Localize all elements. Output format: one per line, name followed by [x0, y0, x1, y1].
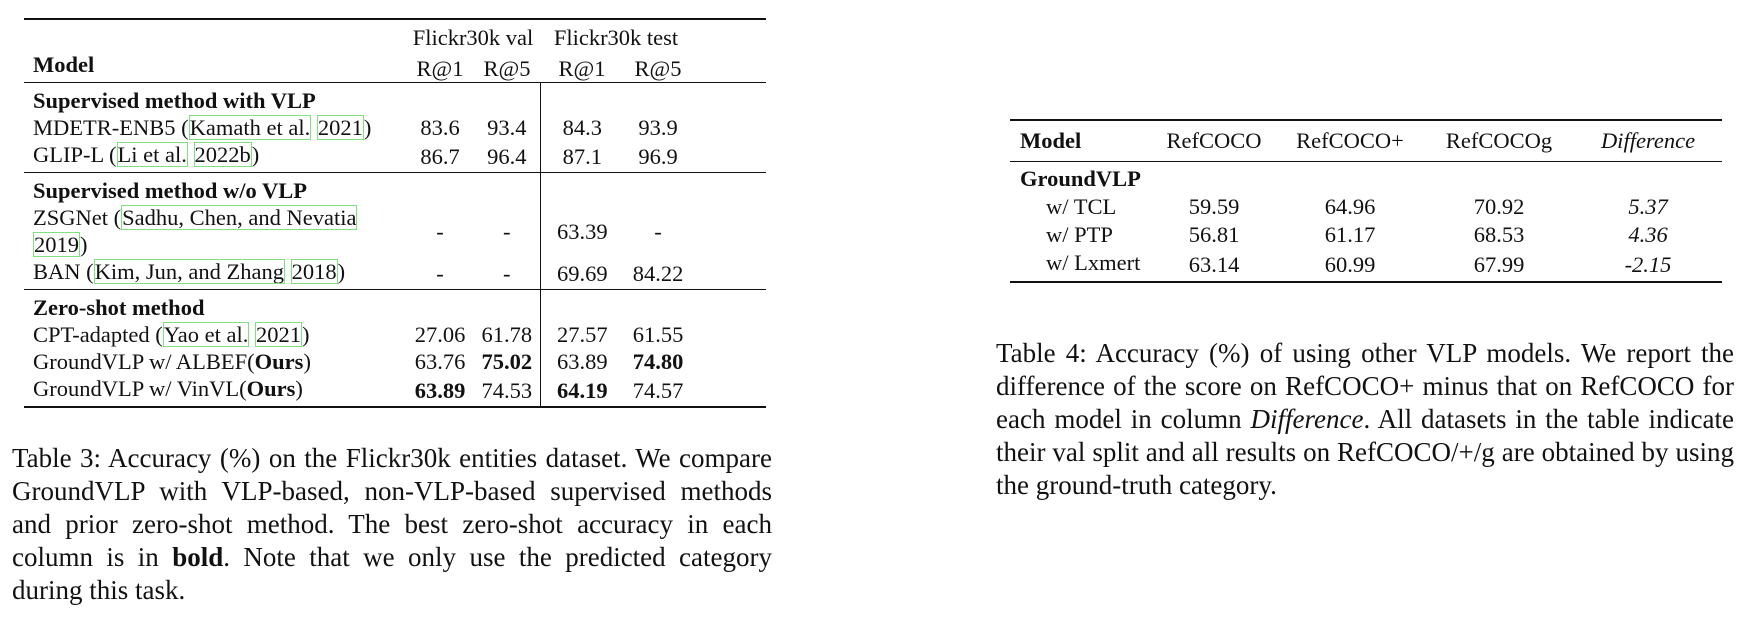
cell-refcoco-plus: 61.17: [1324, 222, 1376, 247]
model-name: GLIP-L (Li et al. 2022b): [33, 142, 260, 167]
section-title: Supervised method with VLP: [33, 88, 316, 113]
table-row: [24, 114, 766, 141]
group-row: [1010, 162, 1722, 194]
table-row: [24, 375, 766, 407]
table-row: [1010, 193, 1722, 221]
citation-link[interactable]: Yao et al.: [163, 322, 249, 347]
cell-val-r1: -: [436, 261, 444, 286]
cell-val-r1: 83.6: [420, 115, 460, 140]
cell-val-r1: 27.06: [414, 322, 466, 347]
cell-test-r5: 96.9: [638, 144, 678, 169]
cell-test-r1: 69.69: [540, 258, 624, 290]
table-3-header-row: [24, 51, 766, 83]
cell-refcoco: 59.59: [1188, 194, 1240, 219]
table-4-caption: Table 4: Accuracy (%) of using other VLP models. We report the difference of the score on RefCOCO+ minus that on RefCOCO for each model in column Difference. All datasets in the table indicate their val split and all results on RefCOCO/+/g are obtained by using the ground-truth category.: [996, 338, 1734, 500]
model-name: CPT-adapted (Yao et al. 2021): [33, 322, 310, 347]
section-title-row: [24, 290, 766, 322]
table-row: [24, 348, 766, 375]
table-3-caption: Table 3: Accuracy (%) on the Flickr30k entities dataset. We compare GroundVLP with VLP-based, non-VLP-based supervised methods and prior zero-shot method. The best zero-shot accuracy in each column is in bold. Note that we only use the predicted category during this task.: [12, 443, 773, 605]
cell-val-r5: -: [503, 218, 511, 244]
cell-refcoco-plus: 60.99: [1324, 252, 1376, 277]
citation-link[interactable]: Sadhu, Chen, and Nevatia: [122, 205, 357, 230]
table-3: [24, 18, 766, 408]
section-title-row: [24, 173, 766, 205]
header-difference: Difference: [1600, 128, 1696, 153]
cell-val-r1-best: 63.89: [414, 378, 466, 403]
section-title-row: [24, 83, 766, 115]
model-name: GroundVLP w/ VinVL(Ours): [33, 376, 303, 401]
cell-difference: -2.15: [1624, 252, 1672, 277]
table-row: [24, 141, 766, 173]
cell-test-r1: 27.57: [540, 321, 624, 348]
cell-val-r5: 74.53: [481, 378, 533, 403]
cell-val-r5: -: [503, 261, 511, 286]
cell-test-r1: 63.39: [540, 204, 624, 258]
table-4-grid: [1010, 119, 1722, 283]
header-refcoco-plus: RefCOCO+: [1296, 128, 1404, 153]
cell-test-r1: 87.1: [540, 141, 624, 173]
cell-val-r5: 93.4: [487, 115, 527, 140]
cell-refcoco: 63.14: [1188, 252, 1240, 277]
header-model: Model: [1020, 128, 1082, 153]
cell-difference: 5.37: [1628, 194, 1668, 219]
citation-link[interactable]: Li et al.: [117, 142, 187, 167]
cell-refcocog: 67.99: [1473, 252, 1525, 277]
cell-refcocog: 70.92: [1473, 194, 1525, 219]
table-3-grid: [24, 18, 766, 408]
table-row: [24, 204, 766, 258]
header-flickr30k-val: Flickr30k val: [412, 25, 534, 50]
cell-test-r5: 74.57: [632, 378, 684, 403]
citation-year-link[interactable]: 2019: [34, 232, 79, 257]
header-refcocog: RefCOCOg: [1445, 128, 1553, 153]
header-test-r5: R@5: [634, 56, 682, 81]
citation-year-link[interactable]: 2021: [256, 322, 301, 347]
section-title: Supervised method w/o VLP: [33, 178, 307, 203]
cell-test-r5: -: [654, 218, 662, 244]
header-val-r1: R@1: [416, 56, 464, 81]
table-4-header-row: [1010, 120, 1722, 162]
header-test-r1: R@1: [558, 56, 606, 81]
cell-test-r5: 61.55: [632, 322, 684, 347]
section-title: Zero-shot method: [33, 295, 205, 320]
header-refcoco: RefCOCO: [1166, 128, 1262, 153]
cell-refcoco: 56.81: [1188, 222, 1240, 247]
citation-link[interactable]: Kim, Jun, and Zhang: [94, 259, 284, 284]
table-row: [24, 258, 766, 290]
header-val-r5: R@5: [483, 56, 531, 81]
cell-val-r5-best: 75.02: [481, 349, 533, 374]
table-row: [1010, 249, 1722, 282]
table-row: [24, 321, 766, 348]
model-name: w/ Lxmert: [1046, 250, 1141, 275]
cell-test-r5: 84.22: [632, 261, 684, 286]
cell-test-r1-best: 64.19: [540, 375, 624, 407]
cell-refcoco-plus: 64.96: [1324, 194, 1376, 219]
table-4: [1010, 119, 1722, 283]
model-name: BAN (Kim, Jun, and Zhang 2018): [33, 259, 346, 284]
table-3-header-group-row: [24, 19, 766, 51]
cell-val-r1: 63.76: [414, 349, 466, 374]
citation-link[interactable]: Kamath et al.: [189, 115, 311, 140]
model-name: w/ PTP: [1046, 222, 1113, 247]
group-title: GroundVLP: [1020, 166, 1141, 191]
citation-year-link[interactable]: 2022b: [194, 142, 251, 167]
cell-test-r5: 93.9: [638, 115, 678, 140]
cell-test-r1: 84.3: [540, 114, 624, 141]
model-name: MDETR-ENB5 (Kamath et al. 2021): [33, 115, 372, 140]
cell-test-r5-best: 74.80: [632, 349, 684, 374]
model-name: w/ TCL: [1046, 194, 1117, 219]
header-model: Model: [33, 52, 95, 77]
cell-difference: 4.36: [1628, 222, 1668, 247]
cell-val-r5: 61.78: [481, 322, 533, 347]
cell-val-r1: 86.7: [420, 144, 460, 169]
header-flickr30k-test: Flickr30k test: [553, 25, 679, 50]
table-row: [1010, 221, 1722, 249]
cell-val-r5: 96.4: [487, 144, 527, 169]
cell-refcocog: 68.53: [1473, 222, 1525, 247]
model-name: ZSGNet (Sadhu, Chen, and Nevatia 2019): [33, 205, 357, 257]
cell-val-r1: -: [436, 218, 444, 244]
citation-year-link[interactable]: 2021: [317, 115, 363, 140]
model-name: GroundVLP w/ ALBEF(Ours): [33, 349, 311, 374]
citation-year-link[interactable]: 2018: [291, 259, 337, 284]
cell-test-r1: 63.89: [540, 348, 624, 375]
